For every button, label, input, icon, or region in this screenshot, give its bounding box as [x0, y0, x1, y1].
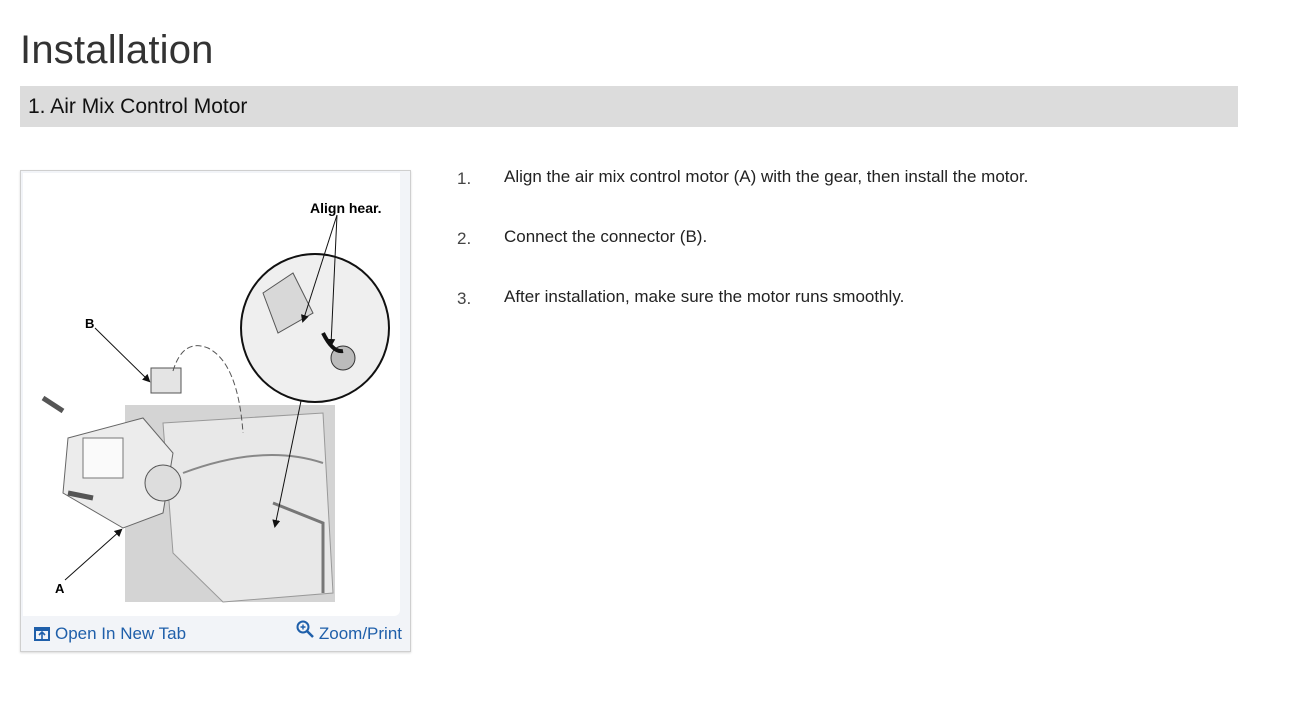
align-here-label: Align hear.	[310, 200, 382, 216]
label-b: B	[85, 316, 95, 331]
step-number: 1.	[457, 169, 472, 188]
step-number: 3.	[457, 289, 472, 308]
open-new-tab-label: Open In New Tab	[55, 624, 187, 643]
figure-footer	[21, 616, 410, 651]
label-a: A	[55, 581, 65, 596]
open-new-tab-link[interactable]	[34, 624, 186, 644]
zoom-in-icon	[296, 620, 314, 638]
step-text: After installation, make sure the motor runs smoothly.	[504, 287, 905, 306]
zoom-print-link[interactable]	[296, 620, 402, 644]
section-header	[20, 86, 1238, 127]
zoom-print-label: Zoom/Print	[318, 624, 402, 643]
figure-panel	[20, 170, 411, 652]
step-text: Connect the connector (B).	[504, 227, 708, 246]
diagram-illustration	[23, 173, 400, 616]
open-new-tab-icon	[34, 627, 50, 641]
page-title: Installation	[20, 28, 214, 72]
installation-diagram	[23, 173, 400, 616]
step-text: Align the air mix control motor (A) with the gear, then install the motor.	[504, 167, 1029, 186]
step-number: 2.	[457, 229, 472, 248]
section-title: 1. Air Mix Control Motor	[28, 95, 248, 118]
